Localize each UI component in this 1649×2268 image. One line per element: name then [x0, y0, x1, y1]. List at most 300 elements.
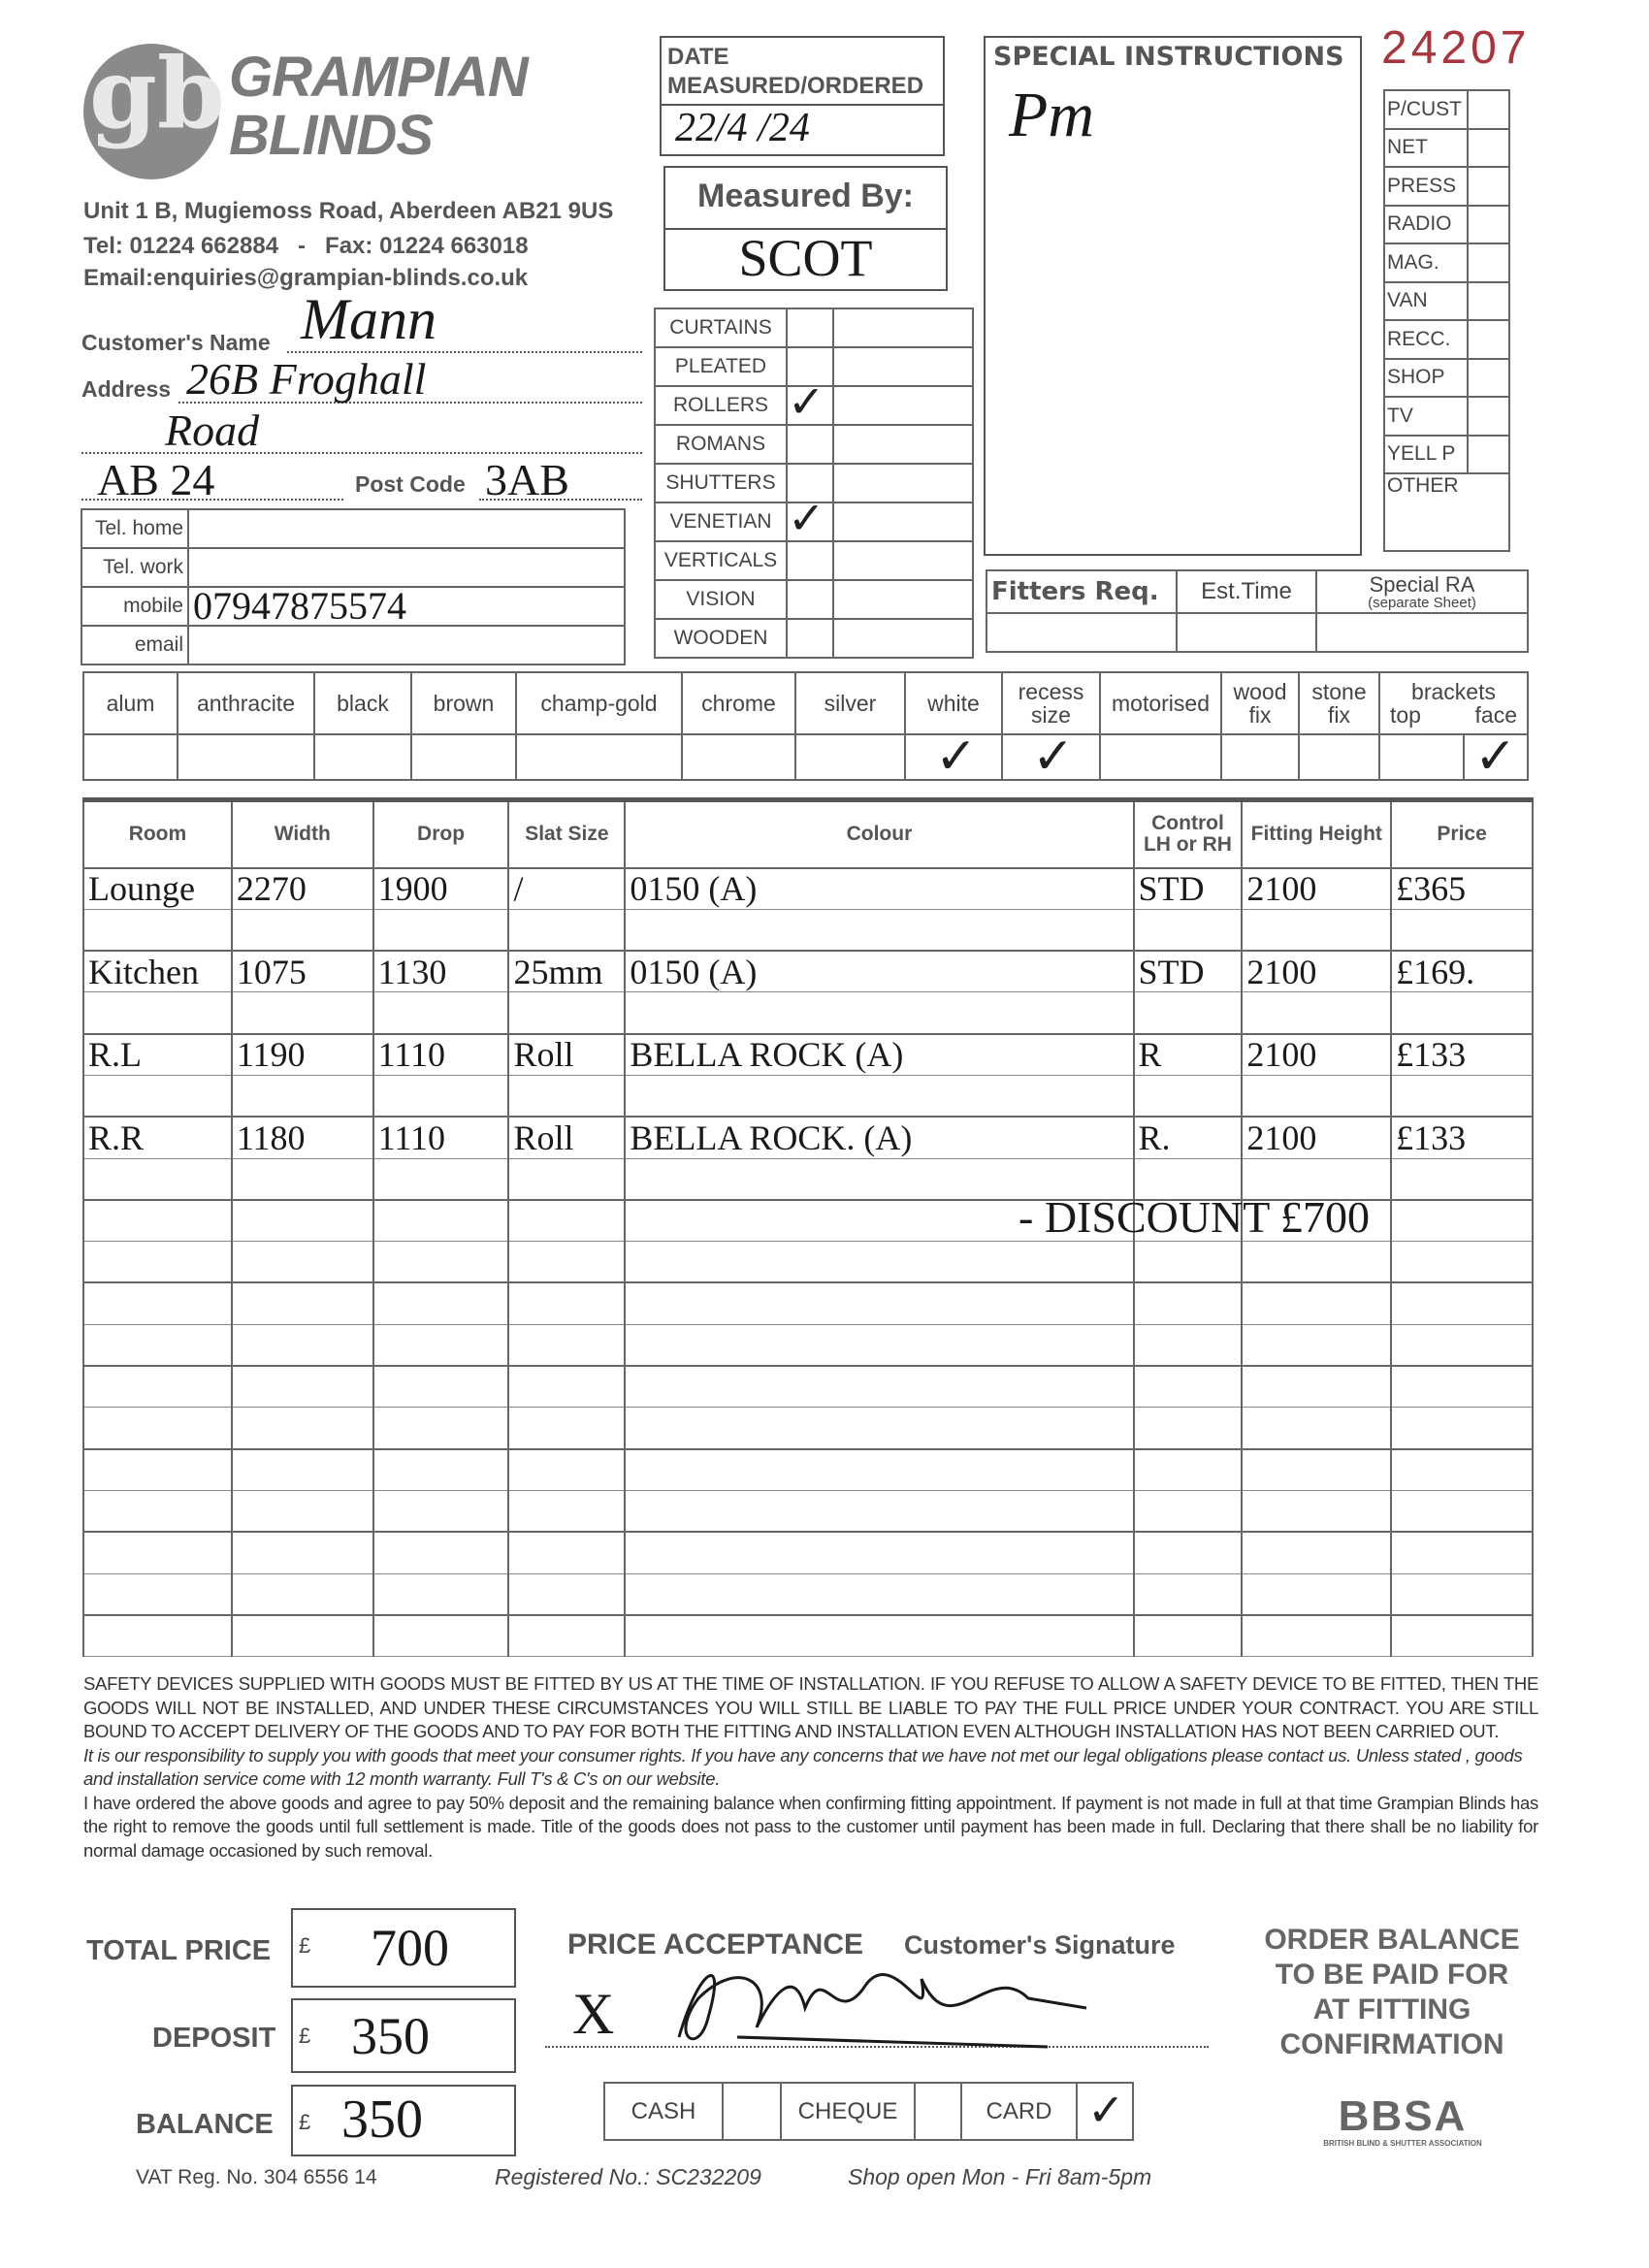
phone-label: email — [81, 626, 188, 664]
column-header: Width — [232, 800, 373, 868]
table-row — [83, 951, 1533, 992]
source-checkbox[interactable] — [1468, 282, 1509, 321]
logo-letters: gb — [89, 36, 225, 150]
source-pcust: P/CUST — [1384, 90, 1468, 129]
table-cell[interactable] — [1242, 1324, 1391, 1366]
table-cell[interactable] — [232, 1075, 373, 1117]
table-cell[interactable] — [625, 1532, 1133, 1573]
table-cell[interactable] — [232, 1449, 373, 1491]
source-checkbox[interactable] — [1468, 397, 1509, 436]
table-cell[interactable]: R — [1134, 1034, 1243, 1076]
finish-checkbox[interactable] — [1100, 734, 1221, 780]
table-cell[interactable]: Lounge — [83, 868, 232, 910]
table-cell[interactable]: BELLA ROCK (A) — [625, 1034, 1133, 1076]
address-line-3[interactable]: AB 24 — [97, 455, 215, 504]
table-row — [83, 1324, 1533, 1366]
source-checkbox[interactable] — [1468, 243, 1509, 282]
table-cell[interactable] — [83, 1408, 232, 1449]
table-cell[interactable] — [83, 1532, 232, 1573]
table-cell[interactable] — [373, 1366, 509, 1408]
table-cell[interactable] — [508, 1200, 625, 1242]
table-cell[interactable] — [1134, 1408, 1243, 1449]
table-cell[interactable] — [373, 1200, 509, 1242]
finish-checkbox[interactable] — [314, 734, 411, 780]
table-cell[interactable] — [373, 992, 509, 1034]
column-header: Fitting Height — [1242, 800, 1391, 868]
company-email: Email:enquiries@grampian-blinds.co.uk — [83, 265, 529, 291]
table-cell[interactable]: STD — [1134, 868, 1243, 910]
table-cell[interactable]: 2100 — [1242, 1117, 1391, 1158]
table-cell[interactable] — [625, 1282, 1133, 1324]
date-box — [660, 36, 945, 156]
column-header: Control LH or RH — [1134, 800, 1243, 868]
finish-checkbox[interactable] — [682, 734, 795, 780]
table-cell[interactable] — [508, 1366, 625, 1408]
deposit-label: DEPOSIT — [152, 2023, 276, 2054]
table-cell[interactable]: BELLA ROCK. (A) — [625, 1117, 1133, 1158]
table-cell[interactable] — [625, 1490, 1133, 1532]
table-cell[interactable] — [508, 1408, 625, 1449]
column-header: Drop — [373, 800, 509, 868]
special-instructions-box — [984, 36, 1362, 556]
table-cell[interactable] — [508, 1324, 625, 1366]
table-cell[interactable] — [232, 909, 373, 951]
table-cell[interactable] — [373, 1449, 509, 1491]
payment-card-box[interactable] — [1077, 2083, 1133, 2140]
balance-label: BALANCE — [136, 2109, 274, 2140]
brackets-label: brackets — [1411, 679, 1496, 704]
product-type-label: VENETIAN — [655, 502, 787, 541]
product-type-checkbox[interactable] — [787, 425, 833, 464]
table-cell[interactable] — [373, 1242, 509, 1283]
table-cell[interactable] — [508, 1282, 625, 1324]
product-type-checkbox[interactable] — [787, 376, 833, 427]
postcode-value[interactable]: 3AB — [485, 455, 569, 504]
special-instructions-value[interactable]: Pm — [1009, 80, 1094, 150]
finish-champ-gold: champ-gold — [516, 672, 682, 734]
table-cell[interactable] — [508, 1490, 625, 1532]
table-cell[interactable] — [508, 1449, 625, 1491]
table-cell[interactable] — [1134, 909, 1243, 951]
product-type-notes[interactable] — [833, 619, 973, 658]
table-cell[interactable] — [508, 1573, 625, 1615]
source-table — [1383, 89, 1510, 552]
table-cell[interactable] — [373, 1075, 509, 1117]
finish-wood-fix: wood fix — [1221, 672, 1299, 734]
source-checkbox[interactable] — [1468, 90, 1509, 129]
table-cell[interactable] — [83, 1075, 232, 1117]
check-icon: ✓ — [935, 729, 978, 785]
finish-checkbox[interactable] — [795, 734, 905, 780]
finish-checkbox[interactable] — [1221, 734, 1299, 780]
table-cell[interactable] — [1391, 1532, 1533, 1573]
table-row — [83, 1366, 1533, 1408]
table-cell[interactable] — [1134, 1242, 1243, 1283]
product-type-label: ROMANS — [655, 425, 787, 464]
table-cell[interactable] — [373, 1324, 509, 1366]
table-cell[interactable] — [625, 1573, 1133, 1615]
finish-anthracite: anthracite — [178, 672, 314, 734]
table-cell[interactable] — [1242, 1573, 1391, 1615]
table-cell[interactable]: R. — [1134, 1117, 1243, 1158]
phone-label: Tel. home — [81, 509, 188, 548]
table-cell[interactable] — [232, 1615, 373, 1657]
table-cell[interactable] — [1242, 1366, 1391, 1408]
card-check-icon: ✓ — [1087, 2085, 1125, 2135]
table-cell[interactable] — [1242, 1490, 1391, 1532]
source-net: NET — [1384, 129, 1468, 168]
table-cell[interactable] — [1391, 1490, 1533, 1532]
table-cell[interactable] — [83, 909, 232, 951]
table-cell[interactable]: 2100 — [1242, 868, 1391, 910]
source-checkbox[interactable] — [1468, 359, 1509, 398]
table-row — [83, 1615, 1533, 1657]
table-cell[interactable] — [1391, 1366, 1533, 1408]
finish-checkbox[interactable] — [905, 729, 1002, 785]
finish-silver: silver — [795, 672, 905, 734]
company-tel-fax: Tel: 01224 662884 - Fax: 01224 663018 — [83, 233, 529, 259]
table-cell[interactable] — [1242, 1242, 1391, 1283]
source-yellp: YELL P — [1384, 436, 1468, 474]
table-cell[interactable] — [508, 1532, 625, 1573]
table-cell[interactable] — [625, 992, 1133, 1034]
table-cell[interactable] — [83, 1366, 232, 1408]
table-cell[interactable] — [232, 1573, 373, 1615]
table-cell[interactable] — [625, 1366, 1133, 1408]
table-cell[interactable] — [1242, 909, 1391, 951]
brackets-top-checkbox[interactable] — [1379, 734, 1464, 780]
table-row — [83, 1282, 1533, 1324]
product-type-checkbox[interactable] — [787, 541, 833, 580]
table-cell[interactable] — [1134, 1615, 1243, 1657]
check-icon: ✓ — [1474, 729, 1517, 785]
product-type-checkbox[interactable] — [787, 619, 833, 658]
order-balance-note: ORDER BALANCE TO BE PAID FOR AT FITTING CONFIRMATION — [1264, 1924, 1520, 2060]
finish-table — [82, 671, 1529, 785]
table-cell[interactable] — [625, 1449, 1133, 1491]
product-type-notes[interactable] — [833, 425, 973, 464]
total-field[interactable]: £ 700 — [291, 1908, 516, 1988]
table-cell[interactable] — [1391, 1324, 1533, 1366]
table-cell[interactable] — [232, 1324, 373, 1366]
payment-cheque-box[interactable] — [915, 2083, 961, 2140]
payment-cash-box[interactable] — [723, 2083, 781, 2140]
signature-mark[interactable]: X — [572, 1982, 615, 2046]
table-cell[interactable] — [1391, 1075, 1533, 1117]
fitters-req-field[interactable] — [986, 613, 1177, 652]
phone-value[interactable] — [188, 548, 625, 587]
product-type-notes[interactable] — [833, 541, 973, 580]
table-cell[interactable] — [1134, 1490, 1243, 1532]
table-row — [83, 1449, 1533, 1491]
discount-note: - DISCOUNT £700 — [1018, 1192, 1371, 1242]
check-icon: ✓ — [788, 376, 825, 427]
table-cell[interactable] — [83, 1324, 232, 1366]
source-press: PRESS — [1384, 167, 1468, 206]
table-cell[interactable] — [1242, 1408, 1391, 1449]
product-type-notes[interactable] — [833, 386, 973, 425]
table-cell[interactable] — [625, 1242, 1133, 1283]
table-cell[interactable] — [1242, 1532, 1391, 1573]
product-type-label: WOODEN — [655, 619, 787, 658]
table-row — [83, 1573, 1533, 1615]
check-icon: ✓ — [788, 493, 825, 543]
product-type-notes[interactable] — [833, 308, 973, 347]
table-cell[interactable] — [625, 1615, 1133, 1657]
source-tv: TV — [1384, 397, 1468, 436]
table-cell[interactable] — [83, 1200, 232, 1242]
signature-label: Customer's Signature — [904, 1930, 1176, 1960]
company-name-2: BLINDS — [229, 104, 433, 167]
measured-by-value[interactable]: SCOT — [738, 229, 873, 287]
table-cell[interactable] — [625, 1324, 1133, 1366]
date-label-1: DATE — [667, 44, 729, 70]
phone-value[interactable] — [188, 509, 625, 548]
vat-number: VAT Reg. No. 304 6556 14 — [136, 2166, 377, 2188]
company-address: Unit 1 B, Mugiemoss Road, Aberdeen AB21 9US — [83, 198, 614, 224]
table-cell[interactable]: Roll — [508, 1034, 625, 1076]
balance-field[interactable]: £ 350 — [291, 2085, 516, 2156]
source-checkbox[interactable] — [1468, 129, 1509, 168]
product-type-label: VISION — [655, 580, 787, 619]
finish-recess-size: recess size — [1002, 672, 1100, 734]
table-cell[interactable]: 1900 — [373, 868, 509, 910]
table-cell[interactable] — [373, 1282, 509, 1324]
table-cell[interactable] — [83, 1490, 232, 1532]
source-radio: RADIO — [1384, 206, 1468, 244]
source-checkbox[interactable] — [1468, 167, 1509, 206]
table-cell[interactable] — [1391, 1200, 1533, 1242]
product-type-checkbox[interactable] — [787, 308, 833, 347]
table-cell[interactable] — [508, 1158, 625, 1200]
customer-name-label: Customer's Name — [81, 330, 271, 355]
product-type-checkbox[interactable] — [787, 580, 833, 619]
date-value[interactable]: 22/4 /24 — [675, 106, 810, 150]
product-type-table — [654, 308, 974, 659]
source-checkbox[interactable] — [1468, 320, 1509, 359]
source-checkbox[interactable] — [1468, 436, 1509, 474]
table-cell[interactable] — [1391, 909, 1533, 951]
finish-chrome: chrome — [682, 672, 795, 734]
table-cell[interactable] — [83, 1449, 232, 1491]
product-type-label: PLEATED — [655, 347, 787, 386]
source-shop: SHOP — [1384, 359, 1468, 398]
table-cell[interactable] — [232, 1200, 373, 1242]
table-cell[interactable]: 25mm — [508, 951, 625, 992]
phone-label: Tel. work — [81, 548, 188, 587]
table-cell[interactable]: 0150 (A) — [625, 868, 1133, 910]
table-cell[interactable] — [232, 1158, 373, 1200]
source-mag: MAG. — [1384, 243, 1468, 282]
table-row — [83, 1117, 1533, 1158]
table-cell[interactable] — [83, 992, 232, 1034]
table-cell[interactable] — [373, 1615, 509, 1657]
table-cell[interactable] — [1391, 1615, 1533, 1657]
brackets-face-label: face — [1474, 702, 1517, 728]
table-cell[interactable] — [1242, 1615, 1391, 1657]
company-name-1: GRAMPIAN — [229, 46, 528, 109]
phone-value[interactable]: 07947875574 — [188, 587, 625, 626]
product-type-label: ROLLERS — [655, 386, 787, 425]
fitters-req-label: Fitters Req. — [986, 570, 1177, 613]
table-cell[interactable] — [1391, 1158, 1533, 1200]
table-cell[interactable] — [1391, 1242, 1533, 1283]
table-cell[interactable]: Roll — [508, 1117, 625, 1158]
special-ra-label: Special RA (separate Sheet) — [1316, 570, 1528, 613]
fitters-table — [986, 569, 1529, 653]
product-type-notes[interactable] — [833, 502, 973, 541]
table-cell[interactable]: 2100 — [1242, 1034, 1391, 1076]
finish-checkbox[interactable] — [1299, 734, 1379, 780]
table-cell[interactable]: 2100 — [1242, 951, 1391, 992]
brackets-face-checkbox[interactable] — [1464, 729, 1528, 785]
table-cell[interactable] — [232, 1408, 373, 1449]
product-type-label: VERTICALS — [655, 541, 787, 580]
table-cell[interactable] — [1242, 1282, 1391, 1324]
payment-cash[interactable]: CASH — [604, 2083, 723, 2140]
order-number: 24207 — [1381, 22, 1531, 74]
check-icon: ✓ — [1032, 729, 1075, 785]
table-cell[interactable] — [83, 1158, 232, 1200]
finish-checkbox[interactable] — [178, 734, 314, 780]
table-cell[interactable]: 2270 — [232, 868, 373, 910]
table-cell[interactable] — [1391, 992, 1533, 1034]
table-cell[interactable] — [232, 1366, 373, 1408]
table-cell[interactable] — [1242, 1449, 1391, 1491]
table-cell[interactable] — [232, 992, 373, 1034]
table-cell[interactable]: £133 — [1391, 1034, 1533, 1076]
address-line-1[interactable]: 26B Froghall — [186, 354, 427, 404]
product-type-notes[interactable] — [833, 464, 973, 502]
table-cell[interactable] — [508, 992, 625, 1034]
table-cell[interactable]: £169. — [1391, 951, 1533, 992]
table-cell[interactable]: Kitchen — [83, 951, 232, 992]
table-cell[interactable]: 1130 — [373, 951, 509, 992]
table-cell[interactable] — [232, 1242, 373, 1283]
table-cell[interactable]: 1180 — [232, 1117, 373, 1158]
table-cell[interactable] — [1391, 1449, 1533, 1491]
table-cell[interactable]: / — [508, 868, 625, 910]
address-label: Address — [81, 376, 172, 402]
brackets-top-label: top — [1390, 702, 1421, 728]
est-time-label: Est.Time — [1177, 570, 1316, 613]
payment-cheque[interactable]: CHEQUE — [781, 2083, 915, 2140]
table-cell[interactable] — [1134, 992, 1243, 1034]
table-cell[interactable]: £365 — [1391, 868, 1533, 910]
table-cell[interactable] — [1391, 1408, 1533, 1449]
table-row — [83, 1034, 1533, 1076]
customer-name[interactable]: Mann — [301, 287, 436, 351]
registered-number: Registered No.: SC232209 — [495, 2164, 761, 2189]
company-logo — [83, 36, 225, 179]
source-checkbox[interactable] — [1468, 206, 1509, 244]
table-cell[interactable]: £133 — [1391, 1117, 1533, 1158]
phone-value[interactable] — [188, 626, 625, 664]
table-cell[interactable] — [508, 1075, 625, 1117]
payment-card[interactable]: CARD — [961, 2083, 1077, 2140]
finish-checkbox[interactable] — [83, 734, 178, 780]
terms — [83, 1672, 1538, 1863]
finish-checkbox[interactable] — [1002, 729, 1100, 785]
table-cell[interactable]: 0150 (A) — [625, 951, 1133, 992]
source-recc: RECC. — [1384, 320, 1468, 359]
est-time-field[interactable] — [1177, 613, 1316, 652]
table-cell[interactable] — [83, 1573, 232, 1615]
column-header: Colour — [625, 800, 1133, 868]
terms-safety: SAFETY DEVICES SUPPLIED WITH GOODS MUST BE FITTED BY US AT THE TIME OF INSTALLATION. IF YOU REFUSE TO ALLOW A SAFETY DEVICE TO BE FITTED, THEN THE GOODS WILL NOT BE INSTALLED, AND UNDER THESE CIRCUMSTANCES YOU WILL STILL BE LIABLE TO PAY THE FULL PRICE UNDER YOUR CONTRACT. YOU ARE STILL BOUND TO ACCEPT DELIVERY OF THE GOODS AND TO PAY FOR BOTH THE FITTING AND INSTALLATION EVEN ALTHOUGH INSTALLATION HAS NOT BEEN CARRIED OUT. — [83, 1673, 1538, 1741]
table-cell[interactable] — [232, 1532, 373, 1573]
table-cell[interactable]: 1190 — [232, 1034, 373, 1076]
table-cell[interactable] — [373, 909, 509, 951]
table-cell[interactable] — [232, 1490, 373, 1532]
table-cell[interactable]: R.R — [83, 1117, 232, 1158]
table-cell[interactable] — [83, 1282, 232, 1324]
table-cell[interactable] — [508, 909, 625, 951]
table-cell[interactable] — [373, 1573, 509, 1615]
table-cell[interactable] — [373, 1408, 509, 1449]
table-cell[interactable] — [625, 1075, 1133, 1117]
table-row — [83, 1532, 1533, 1573]
special-ra-field[interactable] — [1316, 613, 1528, 652]
table-cell[interactable] — [232, 1282, 373, 1324]
table-cell[interactable] — [508, 1615, 625, 1657]
total-label: TOTAL PRICE — [86, 1935, 272, 1966]
table-cell[interactable] — [1134, 1282, 1243, 1324]
address-line-2[interactable]: Road — [165, 405, 260, 455]
table-cell[interactable]: 1075 — [232, 951, 373, 992]
table-cell[interactable] — [625, 909, 1133, 951]
finish-black: black — [314, 672, 411, 734]
table-cell[interactable] — [1134, 1366, 1243, 1408]
table-cell[interactable] — [625, 1408, 1133, 1449]
table-cell[interactable] — [83, 1615, 232, 1657]
table-cell[interactable] — [373, 1532, 509, 1573]
table-cell[interactable] — [1134, 1324, 1243, 1366]
finish-checkbox[interactable] — [516, 734, 682, 780]
table-row — [83, 992, 1533, 1034]
product-type-notes[interactable] — [833, 580, 973, 619]
table-cell[interactable]: 1110 — [373, 1034, 509, 1076]
product-type-checkbox[interactable] — [787, 493, 833, 543]
table-cell[interactable] — [83, 1242, 232, 1283]
table-cell[interactable]: R.L — [83, 1034, 232, 1076]
product-type-label: CURTAINS — [655, 308, 787, 347]
table-row — [83, 1242, 1533, 1283]
table-cell[interactable] — [1134, 1449, 1243, 1491]
measured-by-label: Measured By: — [697, 178, 914, 214]
table-row — [83, 868, 1533, 910]
table-cell[interactable] — [508, 1242, 625, 1283]
table-cell[interactable] — [1134, 1532, 1243, 1573]
table-cell[interactable]: STD — [1134, 951, 1243, 992]
phone-table — [81, 508, 626, 665]
table-cell[interactable] — [1134, 1075, 1243, 1117]
product-type-notes[interactable] — [833, 347, 973, 386]
table-cell[interactable] — [1391, 1573, 1533, 1615]
table-row — [83, 909, 1533, 951]
finish-brown: brown — [411, 672, 516, 734]
table-cell[interactable] — [1134, 1573, 1243, 1615]
finish-checkbox[interactable] — [411, 734, 516, 780]
table-cell[interactable] — [373, 1158, 509, 1200]
table-cell[interactable] — [1391, 1282, 1533, 1324]
table-cell[interactable] — [1242, 1075, 1391, 1117]
table-cell[interactable]: 1110 — [373, 1117, 509, 1158]
table-cell[interactable] — [1242, 992, 1391, 1034]
brackets-header — [1379, 672, 1528, 734]
table-cell[interactable] — [373, 1490, 509, 1532]
deposit-field[interactable]: £ 350 — [291, 1998, 516, 2073]
